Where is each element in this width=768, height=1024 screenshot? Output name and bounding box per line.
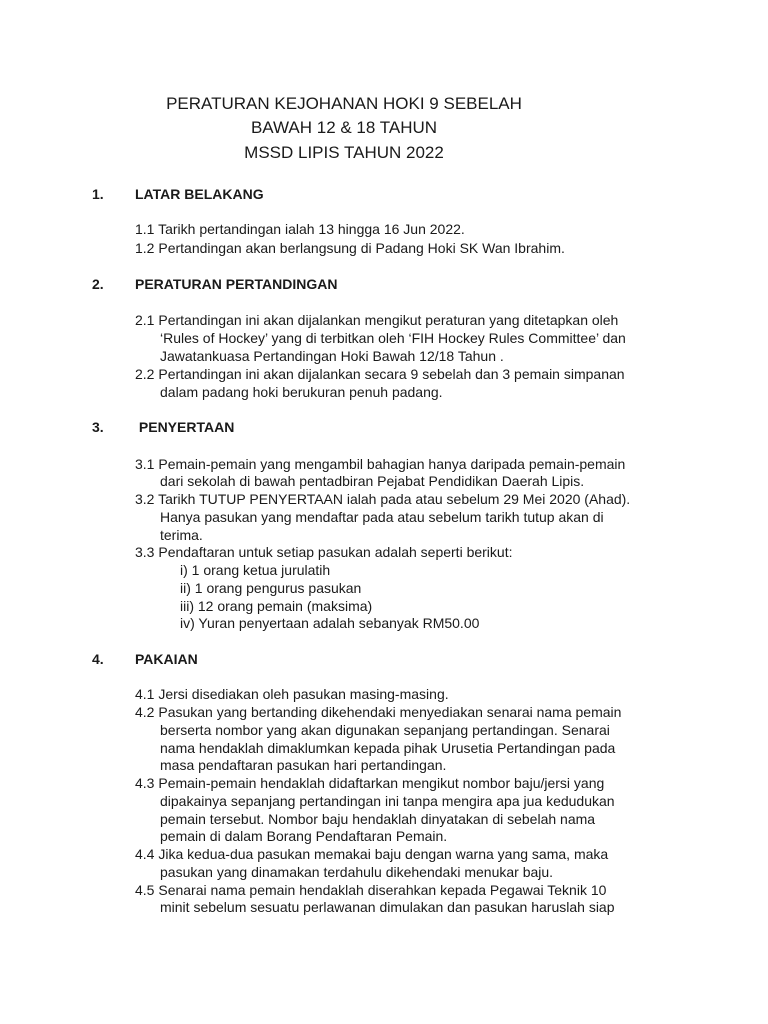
section-3-list-item: i) 1 orang ketua jurulatih (180, 562, 331, 578)
section-4-line: minit sebelum sesuatu perlawanan dimulakan dan pasukan haruslah siap (160, 899, 615, 915)
section-4-line: 4.2 Pasukan yang bertanding dikehendaki menyediakan senarai nama pemain (135, 704, 622, 720)
section-4-line: 4.5 Senarai nama pemain hendaklah diserahkan kepada Pegawai Teknik 10 (135, 882, 607, 898)
section-3-line: 3.2 Tarikh TUTUP PENYERTAAN ialah pada atau sebelum 29 Mei 2020 (Ahad). (135, 491, 631, 507)
section-3-list-item: ii) 1 orang pengurus pasukan (180, 580, 362, 596)
section-3-line: terima. (160, 527, 203, 543)
section-1-heading: LATAR BELAKANG (135, 186, 264, 202)
section-3-number: 3. (92, 419, 104, 435)
section-3-line: dari sekolah di bawah pentadbiran Pejabat Pendidikan Daerah Lipis. (160, 473, 585, 489)
section-2-line: 2.2 Pertandingan ini akan dijalankan secara 9 sebelah dan 3 pemain simpanan (135, 366, 625, 382)
section-4-heading: PAKAIAN (135, 651, 198, 667)
section-4-line: berserta nombor yang akan digunakan sepanjang pertandingan. Senarai (160, 722, 610, 738)
section-2-line: 2.1 Pertandingan ini akan dijalankan mengikut peraturan yang ditetapkan oleh (135, 312, 619, 328)
section-4-line: 4.4 Jika kedua-dua pasukan memakai baju dengan warna yang sama, maka (135, 846, 609, 862)
section-1-line: 1.2 Pertandingan akan berlangsung di Padang Hoki SK Wan Ibrahim. (135, 240, 565, 256)
document-title-line-2: BAWAH 12 & 18 TAHUN (250, 118, 438, 137)
section-4-line: nama hendaklah dimaklumkan kepada pihak Urusetia Pertandingan pada (160, 740, 616, 756)
section-3-line: 3.1 Pemain-pemain yang mengambil bahagian hanya daripada pemain-pemain (135, 456, 626, 472)
section-3-list-item: iv) Yuran penyertaan adalah sebanyak RM50.00 (180, 615, 480, 631)
section-2-heading: PERATURAN PERTANDINGAN (135, 276, 338, 292)
section-4-line: 4.1 Jersi disediakan oleh pasukan masing-masing. (135, 686, 449, 702)
section-3-list-item: iii) 12 orang pemain (maksima) (180, 598, 373, 614)
section-4-line: masa pendaftaran pasukan hari pertandingan. (160, 757, 447, 773)
section-2-line: Jawatankuasa Pertandingan Hoki Bawah 12/18 Tahun . (160, 348, 504, 364)
section-4-line: pemain tersebut. Nombor baju hendaklah dinyatakan di sebelah nama (160, 811, 596, 827)
section-3-line: Hanya pasukan yang mendaftar pada atau sebelum tarikh tutup akan di (160, 509, 604, 525)
section-3-heading: PENYERTAAN (135, 419, 235, 435)
document-title-line-3: MSSD LIPIS TAHUN 2022 (244, 143, 444, 162)
section-2-number: 2. (92, 276, 104, 292)
section-4-line: dipakainya sepanjang pertandingan ini tanpa mengira apa jua kedudukan (160, 793, 615, 809)
section-1-line: 1.1 Tarikh pertandingan ialah 13 hingga 16 Jun 2022. (135, 221, 465, 237)
section-4-line: pasukan yang dinamakan terdahulu dikehendaki menukar baju. (160, 864, 554, 880)
section-2-line: dalam padang hoki berukuran penuh padang. (160, 384, 443, 400)
section-4-line: 4.3 Pemain-pemain hendaklah didaftarkan mengikut nombor baju/jersi yang (135, 775, 605, 791)
section-2-line: ‘Rules of Hockey’ yang di terbitkan oleh ‘FIH Hockey Rules Committee’ dan (160, 330, 626, 346)
section-1-number: 1. (92, 186, 104, 202)
section-4-line: pemain di dalam Borang Pendaftaran Pemain. (160, 828, 448, 844)
document-title-line-1: PERATURAN KEJOHANAN HOKI 9 SEBELAH (166, 94, 522, 113)
section-3-line: 3.3 Pendaftaran untuk setiap pasukan adalah seperti berikut: (135, 544, 513, 560)
section-4-number: 4. (92, 651, 104, 667)
